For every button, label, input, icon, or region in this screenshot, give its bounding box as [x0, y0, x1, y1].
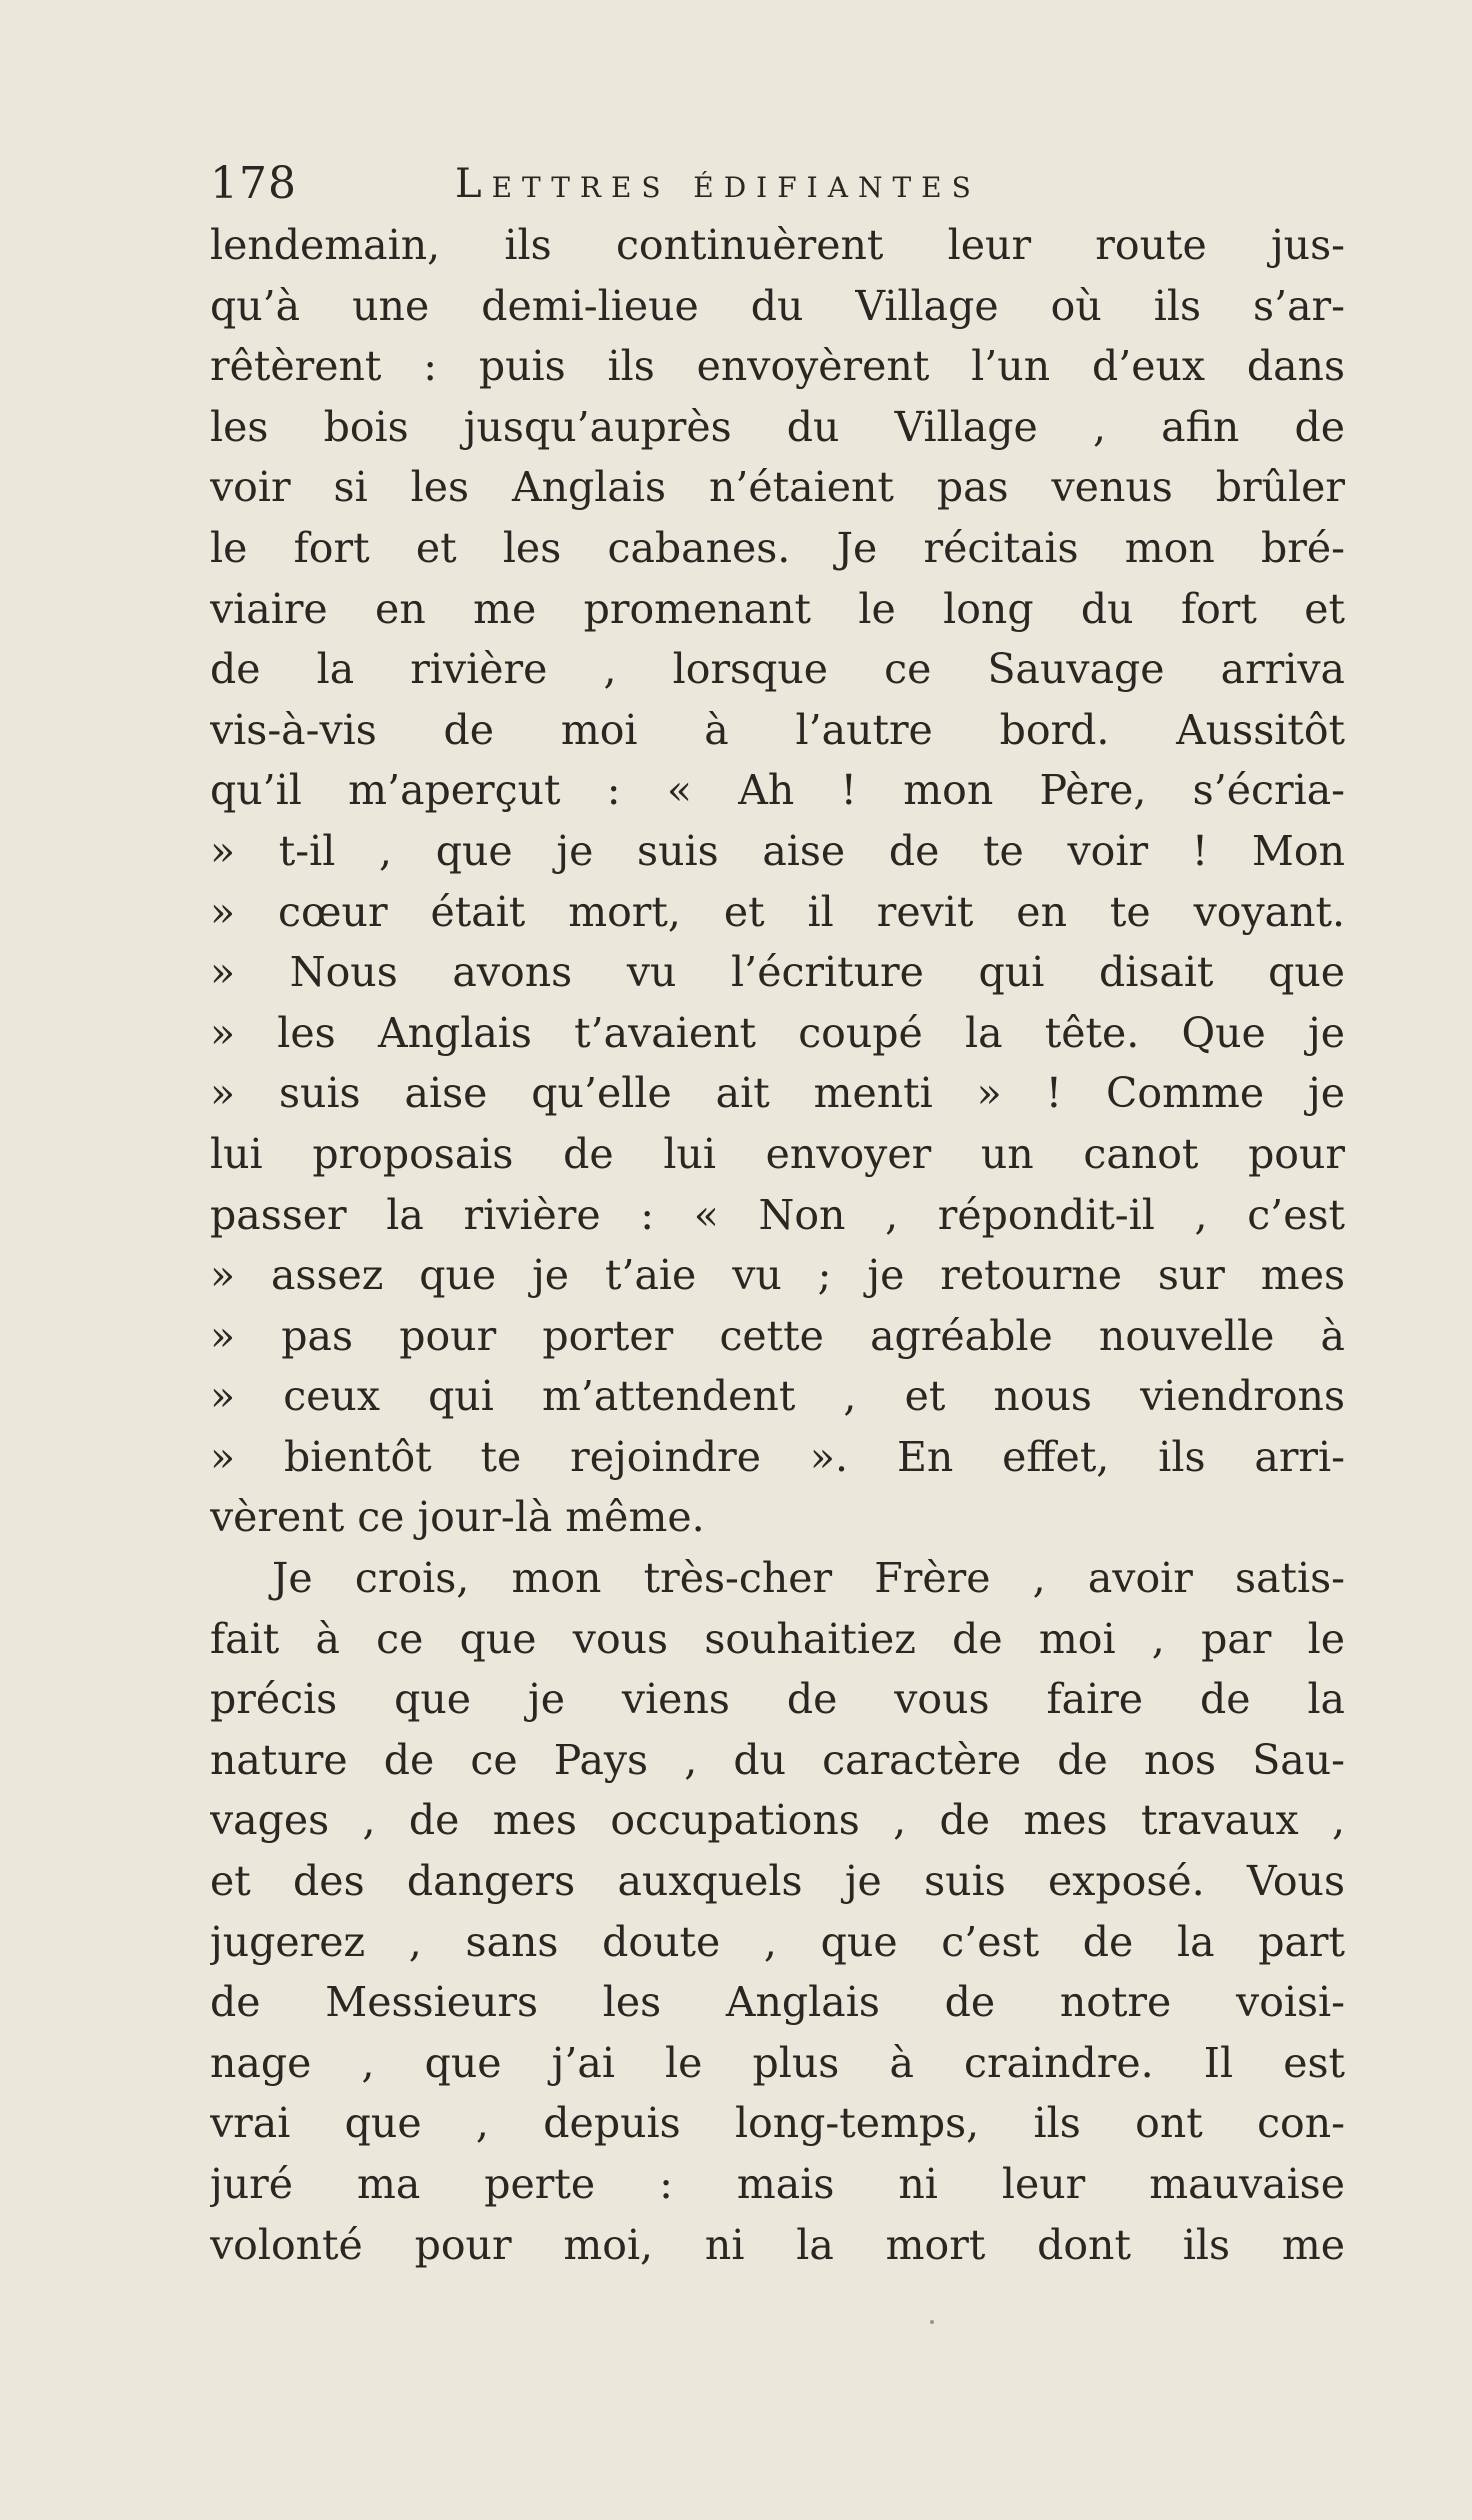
text-line: » t-il , que je suis aise de te voir ! Mon [210, 826, 1345, 875]
text-line: lendemain, ils continuèrent leur route jus- [210, 221, 1345, 269]
text-line: » bientôt te rejoindre ». En effet, ils arri- [210, 1432, 1345, 1481]
text-line: vages , de mes occupations , de mes travaux , [210, 1796, 1345, 1845]
text-line: » ceux qui m’attendent , et nous viendrons [210, 1372, 1345, 1421]
text-line: nature de ce Pays , du caractère de nos Sau- [210, 1735, 1345, 1784]
page-number: 178 [210, 158, 297, 209]
text-line: qu’à une demi-lieue du Village où ils s’ar- [210, 281, 1345, 330]
text-line: passer la rivière : « Non , répondit-il , c’est [210, 1190, 1345, 1239]
text-line: nage , que j’ai le plus à craindre. Il est [210, 2038, 1345, 2087]
text-line: lui proposais de lui envoyer un canot pour [210, 1129, 1345, 1178]
text-line: qu’il m’aperçut : « Ah ! mon Père, s’écria- [210, 766, 1345, 815]
text-line: vis-à-vis de moi à l’autre bord. Aussitôt [210, 705, 1345, 754]
text-line: viaire en me promenant le long du fort et [210, 584, 1345, 633]
text-line: volonté pour moi, ni la mort dont ils me [210, 2220, 1345, 2269]
text-line: » les Anglais t’avaient coupé la tête. Que je [210, 1008, 1345, 1057]
paper-speck [930, 2320, 934, 2324]
page-header [210, 158, 1360, 218]
running-title: Lettres édifiantes [455, 161, 981, 207]
text-line: » pas pour porter cette agréable nouvelle à [210, 1311, 1345, 1360]
text-line: rêtèrent : puis ils envoyèrent l’un d’eux dans [210, 342, 1345, 391]
body-text [210, 215, 1345, 2275]
text-line: de la rivière , lorsque ce Sauvage arriva [210, 645, 1345, 694]
text-line: » assez que je t’aie vu ; je retourne sur mes [210, 1251, 1345, 1300]
text-line: » suis aise qu’elle ait menti » ! Comme je [210, 1069, 1345, 1118]
text-line: fait à ce que vous souhaitiez de moi , par le [210, 1614, 1345, 1663]
text-line: jugerez , sans doute , que c’est de la part [210, 1917, 1345, 1966]
text-line: » cœur était mort, et il revit en te voyant. [210, 887, 1345, 936]
text-line: et des dangers auxquels je suis exposé. Vous [210, 1857, 1345, 1906]
text-line: juré ma perte : mais ni leur mauvaise [210, 2160, 1345, 2208]
text-line: précis que je viens de vous faire de la [210, 1675, 1345, 1724]
text-line: de Messieurs les Anglais de notre voisi- [210, 1978, 1345, 2027]
text-line: vèrent ce jour-là même. [210, 1493, 705, 1542]
text-line: » Nous avons vu l’écriture qui disait que [210, 948, 1345, 997]
text-line: les bois jusqu’auprès du Village , afin de [210, 402, 1345, 451]
text-line: vrai que , depuis long-temps, ils ont con- [210, 2099, 1345, 2148]
text-line: Je crois, mon très-cher Frère , avoir satis- [272, 1554, 1345, 1603]
text-line: le fort et les cabanes. Je récitais mon bré- [210, 523, 1345, 572]
text-line: voir si les Anglais n’étaient pas venus brûler [210, 463, 1345, 512]
